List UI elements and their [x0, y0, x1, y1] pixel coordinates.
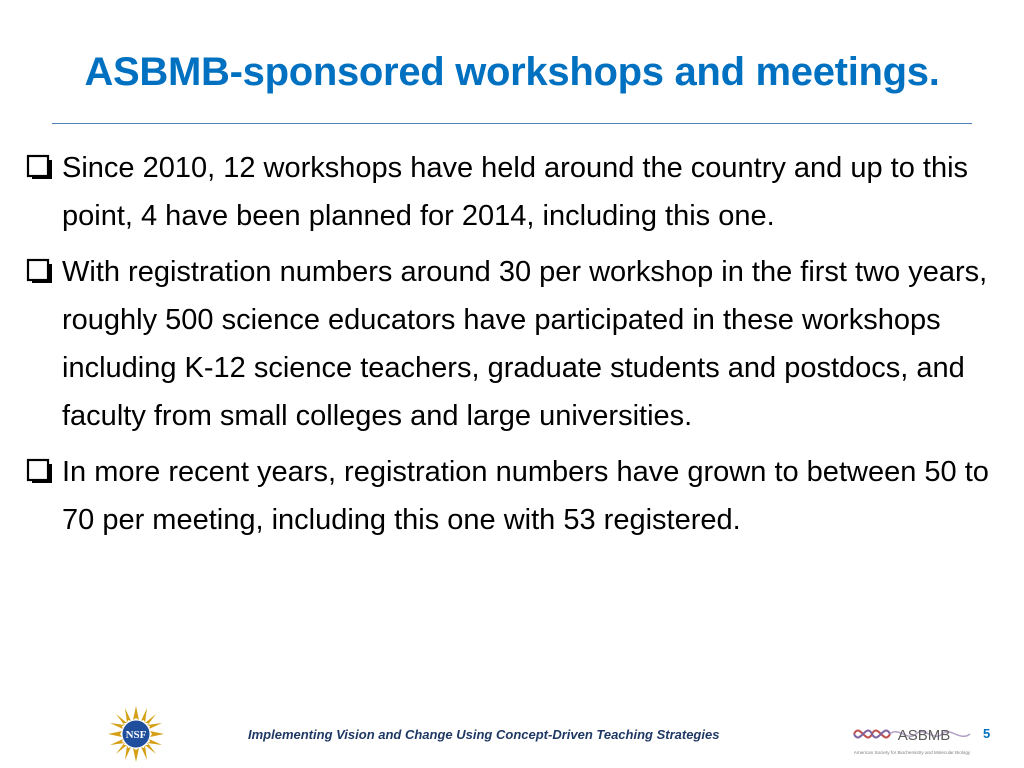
bullet-text: In more recent years, registration numbers have grown to between 50 to 70 per meeting, including this one with 53 registered.	[62, 456, 989, 536]
page-number: 5	[983, 726, 991, 741]
asbmb-logo-text: ASBMB	[897, 727, 951, 744]
bullet-text: With registration numbers around 30 per workshop in the first two years, roughly 500 science educators have participated in these workshops including K-12 science teachers, graduate students and postdocs, and faculty from small colleges and large universities.	[62, 256, 988, 432]
footer-caption: Implementing Vision and Change Using Concept-Driven Teaching Strategies	[248, 727, 720, 742]
nsf-logo-text: NSF	[125, 729, 147, 741]
nsf-logo	[108, 706, 164, 762]
asbmb-logo	[852, 718, 972, 760]
checkbox-square-icon	[26, 458, 56, 484]
bullet-item	[24, 248, 994, 440]
bullet-text: Since 2010, 12 workshops have held around the country and up to this point, 4 have been planned for 2014, including this one.	[62, 152, 969, 232]
title-divider	[52, 123, 972, 124]
bullet-item	[24, 144, 994, 240]
slide-title: ASBMB-sponsored workshops and meetings.	[84, 50, 940, 94]
bullet-list	[24, 144, 994, 552]
asbmb-tagline: American Society for Biochemistry and Molecular Biology	[853, 750, 971, 755]
checkbox-square-icon	[26, 258, 56, 284]
bullet-item	[24, 448, 994, 544]
checkbox-square-icon	[26, 154, 56, 180]
